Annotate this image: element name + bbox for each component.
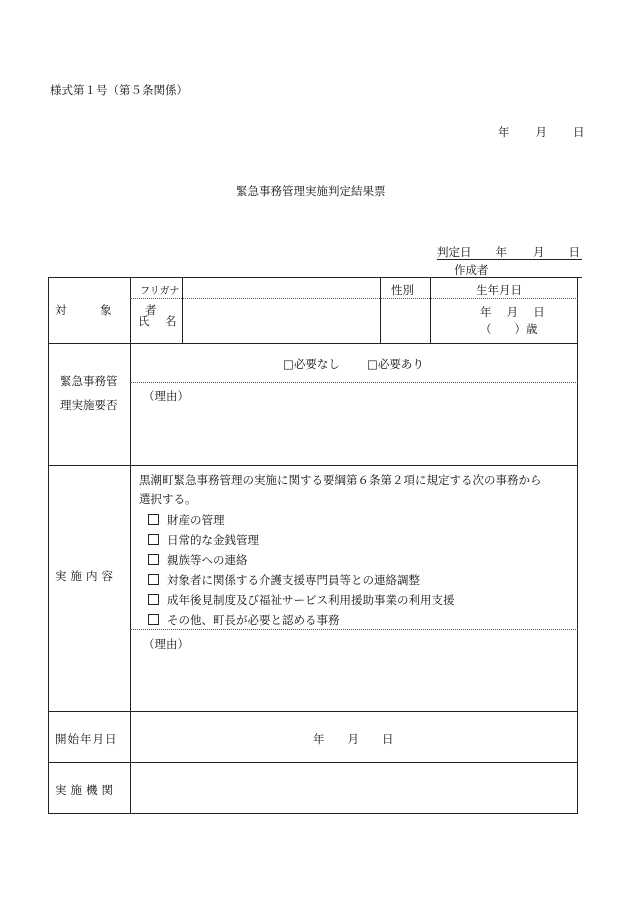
item-label: 親族等への連絡 [167,553,248,567]
creator-field [446,262,582,278]
necessity-reason-label: （理由） [143,389,189,403]
header-date [498,124,585,140]
judgement-date-label: 判定日 [437,245,472,259]
item-row[interactable] [148,552,248,568]
judgement-month: 月 [533,245,545,259]
content-label: 実施内容 [55,569,117,583]
furigana-input[interactable] [187,279,375,297]
judgement-date [437,244,582,260]
item-row[interactable] [148,592,455,608]
content-reason-label: （理由） [143,637,189,651]
necessity-label-line1: 緊急事務管 [60,374,118,388]
form-number: 様式第１号（第５条関係） [50,83,188,97]
checkbox[interactable] [148,554,159,565]
creator-label: 作成者 [454,263,489,277]
subject-label: 対 象 者 [55,303,168,317]
item-row[interactable] [148,532,259,548]
name-label: 氏 名 [138,314,179,328]
option-needed-checkbox[interactable]: □必要あり [367,357,424,371]
start-date-label: 開始年月日 [55,732,118,746]
birth-date-label: 生年月日 [476,283,522,297]
necessity-reason-input[interactable] [134,405,574,461]
gender-input[interactable] [384,302,426,340]
item-label: 財産の管理 [167,513,225,527]
header-month: 月 [535,125,547,139]
item-label: その他、町長が必要と認める事務 [167,613,340,627]
institution-label: 実施機関 [55,783,117,797]
header-day: 日 [573,125,585,139]
judgement-day: 日 [568,245,580,259]
document-title: 緊急事務管理実施判定結果票 [236,184,386,198]
gender-label: 性別 [391,283,414,297]
checkbox[interactable] [148,614,159,625]
content-reason-input[interactable] [134,652,574,708]
age-value[interactable]: （ ）歳 [480,322,538,336]
item-label: 日常的な金銭管理 [167,533,259,547]
necessity-label-line2: 理実施要否 [60,398,118,412]
content-intro-line2: 選択する。 [139,492,197,506]
item-row[interactable] [148,572,420,588]
name-input[interactable] [187,302,375,340]
item-label: 成年後見制度及び福祉サービス利用援助事業の利用支援 [167,593,455,607]
checkbox[interactable] [148,534,159,545]
item-label: 対象者に関係する介護支援専門員等との連絡調整 [167,573,420,587]
checkbox[interactable] [148,594,159,605]
item-row[interactable] [148,612,340,628]
content-intro-line1: 黒潮町緊急事務管理の実施に関する要綱第６条第２項に規定する次の事務から [139,473,542,487]
start-date-value[interactable]: 年 月 日 [313,732,394,746]
checkbox[interactable] [148,574,159,585]
judgement-year: 年 [495,245,507,259]
option-not-needed-checkbox[interactable]: □必要なし [283,357,340,371]
item-row[interactable] [148,512,225,528]
checkbox[interactable] [148,514,159,525]
birth-date-value[interactable]: 年 月 日 [480,305,545,319]
furigana-label: フリガナ [140,286,180,297]
institution-input[interactable] [134,766,574,810]
header-year: 年 [498,125,510,139]
